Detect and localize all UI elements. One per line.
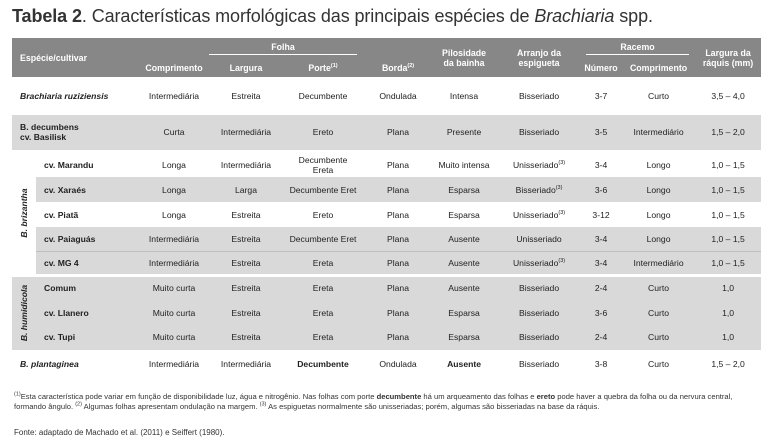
cell-largura: Intermediária xyxy=(212,115,280,151)
cultivar-name: cv. MG 4 xyxy=(36,251,136,275)
cell-pilosidade: Esparsa xyxy=(430,177,498,202)
header-largura: Largura xyxy=(212,59,280,77)
species-name: B. plantaginea xyxy=(12,351,136,375)
cell-porte-l2: Ereta xyxy=(312,164,334,175)
cell-borda: Plana xyxy=(387,209,409,220)
header-raquis-l1: Largura da xyxy=(705,47,751,58)
cell-pilosidade: Presente xyxy=(430,115,498,151)
cell-racemo-comp: Longo xyxy=(622,151,695,177)
cell-largura: Intermediária xyxy=(212,351,280,375)
cell-racemo-comp: Intermediário xyxy=(622,115,695,151)
title-text: . Características morfológicas das principais espécies de xyxy=(81,6,535,26)
cell-numero: 2-4 xyxy=(580,275,622,300)
cell-arranjo-note: (3) xyxy=(558,209,566,216)
header-borda-note: (2) xyxy=(407,63,415,70)
cell-largura: Estreita xyxy=(212,227,280,251)
cultivar-name: cv. Llanero xyxy=(36,300,136,325)
footnote-marker-1: (1) xyxy=(14,391,21,398)
cell-racemo-comp: Curto xyxy=(622,300,695,325)
cell-porte: Ereta xyxy=(280,300,366,325)
morphology-table xyxy=(12,38,761,375)
cell-largura: Estreita xyxy=(212,300,280,325)
table-row xyxy=(12,275,761,300)
cell-arranjo xyxy=(498,202,580,227)
cultivar-name: cv. Piatã xyxy=(44,209,79,220)
cell-largura: Estreita xyxy=(212,275,280,300)
cell-numero: 3-4 xyxy=(580,227,622,251)
cell-borda: Ondulada xyxy=(379,91,417,101)
cell-arranjo: Bisseriado xyxy=(498,300,580,325)
footnote-text-2: há um arqueamento das folhas e xyxy=(421,392,537,401)
cultivar-name: cv. Paiaguás xyxy=(36,227,136,251)
footnote-text-5: As espiguetas normalmente são unisseriadas; porém, algumas são bisseriadas na base da ráquis. xyxy=(266,402,600,411)
cell-numero: 3-12 xyxy=(592,209,610,220)
header-borda xyxy=(366,59,430,77)
cell-largura: Estreita xyxy=(212,251,280,275)
cell-pilosidade: Esparsa xyxy=(448,209,480,220)
cell-arranjo xyxy=(498,177,580,202)
cell-raquis: 1,0 – 1,5 xyxy=(695,251,761,275)
cell-arranjo-label: Unisseriado xyxy=(512,257,559,268)
cell-arranjo: Bisseriado xyxy=(498,115,580,151)
title-genus: Brachiaria xyxy=(534,6,615,26)
cell-numero: 3-5 xyxy=(580,115,622,151)
cultivar-name: cv. Marandu xyxy=(36,151,136,177)
table-row xyxy=(12,300,761,325)
cell-arranjo xyxy=(498,151,580,177)
cell-arranjo-note: (3) xyxy=(558,159,566,166)
cell-pilosidade: Ausente xyxy=(430,275,498,300)
cultivar-name: cv. Xaraés xyxy=(36,177,136,202)
header-raquis-l2: ráquis (mm) xyxy=(702,57,754,68)
cell-largura: Estreita xyxy=(231,91,261,101)
cell-numero: 3-6 xyxy=(580,177,622,202)
header-especie: Espécie/cultivar xyxy=(12,38,136,77)
header-arranjo-l1: Arranjo da xyxy=(517,47,562,58)
cell-borda: Plana xyxy=(366,177,430,202)
header-porte xyxy=(280,59,366,77)
table-number: Tabela 2 xyxy=(12,6,82,26)
species-name-l2: cv. Basilisk xyxy=(20,132,67,143)
cell-porte: Decumbente Eret xyxy=(280,177,366,202)
species-name: Brachiaria ruziziensis xyxy=(20,91,109,101)
cell-borda: Plana xyxy=(366,275,430,300)
cell-pilosidade: Ausente xyxy=(430,351,498,375)
cell-racemo-comp: Curto xyxy=(648,91,670,101)
cell-largura: Estreita xyxy=(212,325,280,351)
cell-raquis: 1,0 xyxy=(695,275,761,300)
header-numero: Número xyxy=(580,59,622,77)
cell-largura: Larga xyxy=(212,177,280,202)
cell-arranjo-note: (3) xyxy=(558,257,566,264)
cell-raquis: 1,0 – 1,5 xyxy=(711,209,745,220)
group-label-brizantha: B. brizantha xyxy=(19,188,29,238)
cell-borda: Ondulada xyxy=(366,351,430,375)
cell-raquis: 1,0 – 1,5 xyxy=(695,151,761,177)
source-note: Fonte: adaptado de Machado et al. (2011) e Seiffert (1980). xyxy=(14,428,225,437)
cell-pilosidade: Intensa xyxy=(449,91,479,101)
cell-racemo-comp: Curto xyxy=(622,351,695,375)
footnote-marker-3: (3) xyxy=(259,401,267,408)
footnote-bold-1: decumbente xyxy=(376,392,422,401)
cell-racemo-comp: Intermediário xyxy=(622,251,695,275)
cell-borda: Plana xyxy=(366,227,430,251)
header-racemo xyxy=(580,38,695,59)
header-porte-note: (1) xyxy=(330,63,338,70)
cell-porte: Ereta xyxy=(280,275,366,300)
header-pilosidade-l1: Pilosidade xyxy=(442,47,487,58)
cell-porte: Ereta xyxy=(280,325,366,351)
cell-arranjo xyxy=(498,251,580,275)
header-racemo-label: Racemo xyxy=(586,42,688,55)
cell-racemo-comp: Longo xyxy=(646,209,671,220)
table-row xyxy=(12,177,761,202)
table-row xyxy=(12,202,761,227)
cell-comprimento: Muito curta xyxy=(136,325,212,351)
header-rac-comp: Comprimento xyxy=(622,59,695,77)
header-arranjo xyxy=(498,38,580,77)
cell-largura: Estreita xyxy=(231,209,261,220)
cultivar-name: Comum xyxy=(36,275,136,300)
cell-arranjo: Unisseriado xyxy=(498,227,580,251)
table-row xyxy=(12,251,761,275)
cell-borda: Plana xyxy=(366,251,430,275)
cell-borda: Plana xyxy=(366,325,430,351)
cell-racemo-comp: Longo xyxy=(622,177,695,202)
header-folha xyxy=(136,38,430,59)
cell-borda: Plana xyxy=(366,115,430,151)
cell-arranjo-note: (3) xyxy=(555,184,563,191)
cell-porte: Ereta xyxy=(280,251,366,275)
cell-comprimento: Muito curta xyxy=(136,300,212,325)
cell-porte: Decumbente xyxy=(298,91,348,101)
cell-comprimento: Longa xyxy=(136,177,212,202)
cell-racemo-comp: Curto xyxy=(622,325,695,351)
cell-arranjo-label: Bisseriado xyxy=(515,184,556,195)
cell-porte xyxy=(280,151,366,177)
table-row xyxy=(12,325,761,351)
cell-raquis: 1,0 – 1,5 xyxy=(695,177,761,202)
table-row xyxy=(12,227,761,251)
cell-porte: Ereto xyxy=(312,209,334,220)
cell-racemo-comp: Curto xyxy=(622,275,695,300)
cell-comprimento: Intermediária xyxy=(136,251,212,275)
cultivar-name: cv. Tupi xyxy=(36,325,136,351)
cell-numero: 2-4 xyxy=(580,325,622,351)
species-name xyxy=(12,115,136,151)
table-row xyxy=(12,151,761,177)
header-raquis xyxy=(695,38,761,77)
cell-comprimento: Longa xyxy=(162,209,186,220)
footnotes xyxy=(14,392,761,412)
cell-largura: Intermediária xyxy=(212,151,280,177)
cell-numero: 3-4 xyxy=(580,251,622,275)
cell-comprimento: Curta xyxy=(136,115,212,151)
cell-numero: 3-4 xyxy=(580,151,622,177)
species-name-l1: B. decumbens xyxy=(20,122,79,133)
cell-raquis: 1,0 xyxy=(695,325,761,351)
group-brizantha xyxy=(12,151,36,275)
cell-raquis: 1,0 xyxy=(695,300,761,325)
cell-arranjo-label: Unisseriado xyxy=(512,159,559,170)
cell-comprimento: Intermediária xyxy=(136,227,212,251)
cell-comprimento: Muito curta xyxy=(136,275,212,300)
cell-pilosidade: Ausente xyxy=(430,227,498,251)
footnote-bold-2: ereto xyxy=(536,392,556,401)
header-arranjo-l2: espigueta xyxy=(518,57,560,68)
cell-comprimento: Intermediária xyxy=(136,351,212,375)
cell-raquis: 1,0 – 1,5 xyxy=(695,227,761,251)
cell-borda: Plana xyxy=(366,151,430,177)
header-borda-label: Borda xyxy=(381,63,408,73)
cell-racemo-comp: Longo xyxy=(622,227,695,251)
cell-arranjo: Bisseriado xyxy=(498,351,580,375)
cell-numero: 3-8 xyxy=(580,351,622,375)
title-tail: spp. xyxy=(614,6,653,26)
cell-arranjo: Bisseriado xyxy=(498,275,580,300)
footnote-marker-2: (2) xyxy=(75,401,82,408)
cell-porte: Ereto xyxy=(280,115,366,151)
cell-pilosidade: Ausente xyxy=(430,251,498,275)
cell-borda: Plana xyxy=(366,300,430,325)
cell-numero: 3-6 xyxy=(580,300,622,325)
cell-porte-l1: Decumbente xyxy=(298,154,348,165)
cell-comprimento: Longa xyxy=(136,151,212,177)
table-row xyxy=(12,115,761,151)
cell-pilosidade: Esparsa xyxy=(430,300,498,325)
cell-pilosidade: Muito intensa xyxy=(430,151,498,177)
group-humidicola xyxy=(12,275,36,351)
cell-numero: 3-7 xyxy=(594,91,608,101)
footnote-text-1: Esta característica pode variar em função de disponibilidade luz, água e nitrogênio. Nas folhas com porte xyxy=(20,392,377,401)
cell-arranjo: Bisseriado xyxy=(498,325,580,351)
cell-arranjo-label: Unisseriado xyxy=(512,209,559,220)
cell-porte: Decumbente xyxy=(280,351,366,375)
group-label-humidicola: B. humidicola xyxy=(19,284,29,342)
header-comprimento: Comprimento xyxy=(136,59,212,77)
footnote-text-3: pode haver a quebra da folha ou da nervura central, formando ângulo. xyxy=(14,392,733,411)
header-porte-label: Porte xyxy=(308,63,331,73)
cell-comprimento: Intermediária xyxy=(148,91,200,101)
cell-raquis: 1,5 – 2,0 xyxy=(695,351,761,375)
footnote-text-4: Algumas folhas apresentam ondulação na margem. xyxy=(81,402,260,411)
cell-pilosidade: Esparsa xyxy=(430,325,498,351)
header-folha-label: Folha xyxy=(209,42,356,55)
table-row xyxy=(12,351,761,375)
header-pilosidade xyxy=(430,38,498,77)
table-title xyxy=(12,6,653,27)
cell-raquis: 1,5 – 2,0 xyxy=(695,115,761,151)
cell-porte: Decumbente Eret xyxy=(280,227,366,251)
table-row xyxy=(12,77,761,115)
header-pilosidade-l2: da bainha xyxy=(443,57,485,68)
cell-raquis: 3,5 – 4,0 xyxy=(711,91,745,101)
cell-arranjo: Bisseriado xyxy=(518,91,560,101)
